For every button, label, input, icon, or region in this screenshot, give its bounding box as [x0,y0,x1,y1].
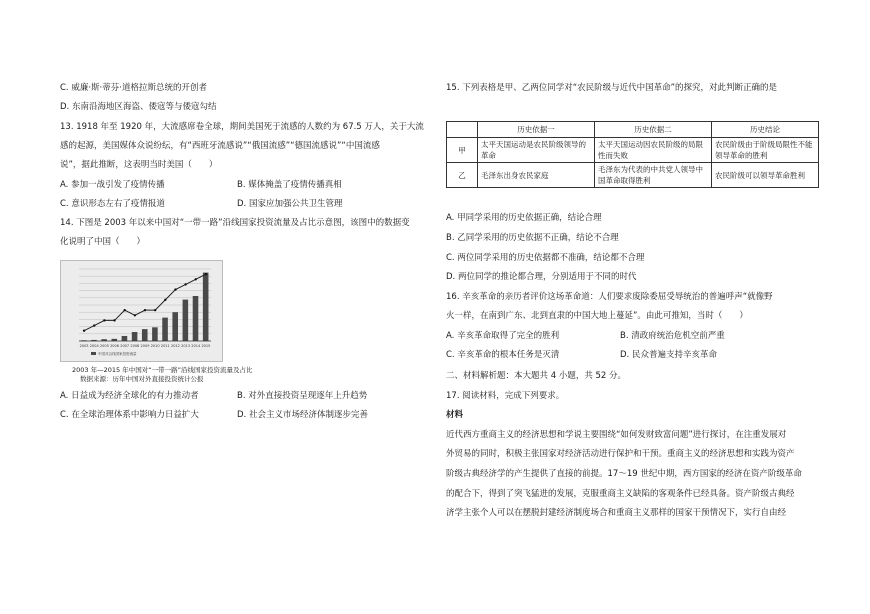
q15-text: 15. 下列表格是甲、乙两位同学对“农民阶级与近代中国革命”的探究，对此判断正确的是 [446,83,778,93]
x-tick-label: 2008 [130,344,140,348]
line-point [134,314,136,316]
table-cell: 毛泽东出身农民家庭 [478,163,595,188]
legend-label: 中国对沿线国家投资流量 [98,352,137,356]
figure-caption-2: 数据来源：历年中国对外直接投资统计公报 [80,375,204,383]
table-header: 历史依据二 [595,122,712,138]
q14-option-c: C. 在全球治理体系中影响力日益扩大 [60,410,199,420]
bar [122,336,128,341]
q16-option-c: C. 辛亥革命的根本任务是灭清 [446,350,560,360]
table-header: 历史结论 [712,122,819,138]
q13-text-2: 感的起源，美国媒体众说纷纭，有“西班牙流感说”“俄国流感”“德国流感说”“中国流感 [60,141,380,151]
line-point [164,299,166,301]
table-header: 历史依据一 [478,122,595,138]
q16-option-b: B. 清政府统治危机空前严重 [620,331,725,341]
table-cell: 农民阶级可以领导革命胜利 [712,163,819,188]
table-row [447,163,819,188]
q13-option-a: A. 参加一战引发了疫情传播 [60,180,165,190]
x-tick-label: 2004 [89,344,99,348]
q15-option-a: A. 甲同学采用的历史依据正确，结论合理 [446,213,602,223]
material-line: 阶级古典经济学的产生提供了直接的前提。17～19 世纪中期，西方国家的经济在资产阶级革命 [446,469,802,479]
q16-text-2: 火一样，在南到广东、北到直隶的中国大地上蔓延”。由此可推知，当时（ ） [446,311,748,321]
history-table [446,121,819,188]
q13-text-1: 13. 1918 年至 1920 年，大流感席卷全球，期间美国死于流感的人数约为 67.5 万人，关于大流 [60,122,424,132]
chart-svg [61,261,222,361]
bar [203,273,209,341]
figure-caption-1: 2003 年—2015 年中国对“一带一路”沿线国家投资流量及占比 [72,366,253,374]
line-point [103,319,105,321]
table-cell: 甲 [447,138,478,163]
option-d-prev: D. 东南沿海地区海盗、倭寇等与倭寇勾结 [60,102,217,112]
line-point [174,288,176,290]
x-tick-label: 2005 [99,344,109,348]
line-point [113,319,115,321]
table-cell: 太平天国运动是农民阶级领导的革命 [478,138,595,163]
q14-text-1: 14. 下图是 2003 年以来中国对“一带一路”沿线国家投资流量及占比示意图，该图中的数据变 [60,218,410,228]
bar [162,318,168,341]
x-tick-label: 2013 [181,344,191,348]
q15-option-c: C. 两位同学采用的历史依据都不准确，结论都不合理 [446,253,645,263]
q13-option-c: C. 意识形态左右了疫情报道 [60,199,165,209]
q16-text-1: 16. 辛亥革命的亲历者评价这场革命道：人们要求废除委屈受辱统治的普遍呼声“就像野 [446,292,773,302]
q16-option-a: A. 辛亥革命取得了完全的胜利 [446,331,560,341]
q13-option-b: B. 媒体掩盖了疫情传播真相 [237,180,342,190]
q15-option-b: B. 乙同学采用的历史依据不正确，结论不合理 [446,233,619,243]
section-2-heading: 二、材料解析题：本大题共 4 小题，共 52 分。 [446,371,627,381]
line-point [123,309,125,311]
q13-option-d: D. 国家应加强公共卫生管理 [237,199,343,209]
line-point [83,330,85,332]
bar [152,327,158,341]
q17-text: 17. 阅读材料，完成下列要求。 [446,391,565,401]
q16-option-d: D. 民众普遍支持辛亥革命 [620,350,717,360]
table-cell: 乙 [447,163,478,188]
q13-text-3: 说”，据此推断，这表明当时美国（ ） [60,160,218,170]
bar [172,312,178,341]
bar [142,329,148,341]
line-point [144,309,146,311]
line-point [154,309,156,311]
investment-chart [60,260,223,362]
table-row [447,138,819,163]
x-tick-label: 2014 [191,344,201,348]
line-point [205,273,207,275]
table-cell: 太平天国运动因农民阶级的局限性而失败 [595,138,712,163]
table-header-row [447,122,819,138]
option-c-prev: C. 威廉·斯·蒂芬·道格拉斯总统的开创者 [60,83,207,93]
line-point [184,283,186,285]
material-line: 济学主张个人可以在摆脱封建经济制度场合和重商主义那样的国家干预情况下，实行自由经 [446,508,787,518]
bar [193,296,199,341]
material-label: 材料 [446,410,464,420]
x-tick-label: 2007 [120,344,130,348]
x-tick-label: 2012 [171,344,180,348]
line-point [195,278,197,280]
x-tick-label: 2010 [150,344,160,348]
x-tick-label: 2009 [140,344,150,348]
table-cell: 毛泽东为代表的中共党人领导中国革命取得胜利 [595,163,712,188]
table-header [447,122,478,138]
material-line: 近代西方重商主义的经济思想和学说主要围绕“如何发财致富问题”进行探讨，在注重发展对 [446,430,787,440]
material-line: 的配合下，得到了突飞猛进的发展，克服重商主义缺陷的客观条件已经具备。资产阶级古典经 [446,489,795,499]
table-cell: 农民阶级由于阶级局限性不能领导革命的胜利 [712,138,819,163]
q15-option-d: D. 两位同学的推论都合理，分别适用于不同的时代 [446,272,637,282]
q14-option-a: A. 日益成为经济全球化的有力推动者 [60,391,199,401]
q14-option-b: B. 对外直接投资呈现逐年上升趋势 [237,391,368,401]
bar [183,300,189,341]
q14-text-2: 化说明了中国（ ） [60,237,146,247]
q14-option-d: D. 社会主义市场经济体制逐步完善 [237,410,368,420]
x-tick-label: 2003 [79,344,89,348]
bar [132,332,138,341]
line-point [93,324,95,326]
material-line: 外贸易的同时，积极主张国家对经济活动进行保护和干预。重商主义的经济思想和实践为资产 [446,449,795,459]
x-tick-label: 2011 [160,344,170,348]
legend-swatch [91,352,96,355]
x-tick-label: 2015 [201,344,211,348]
x-tick-label: 2006 [110,344,119,348]
